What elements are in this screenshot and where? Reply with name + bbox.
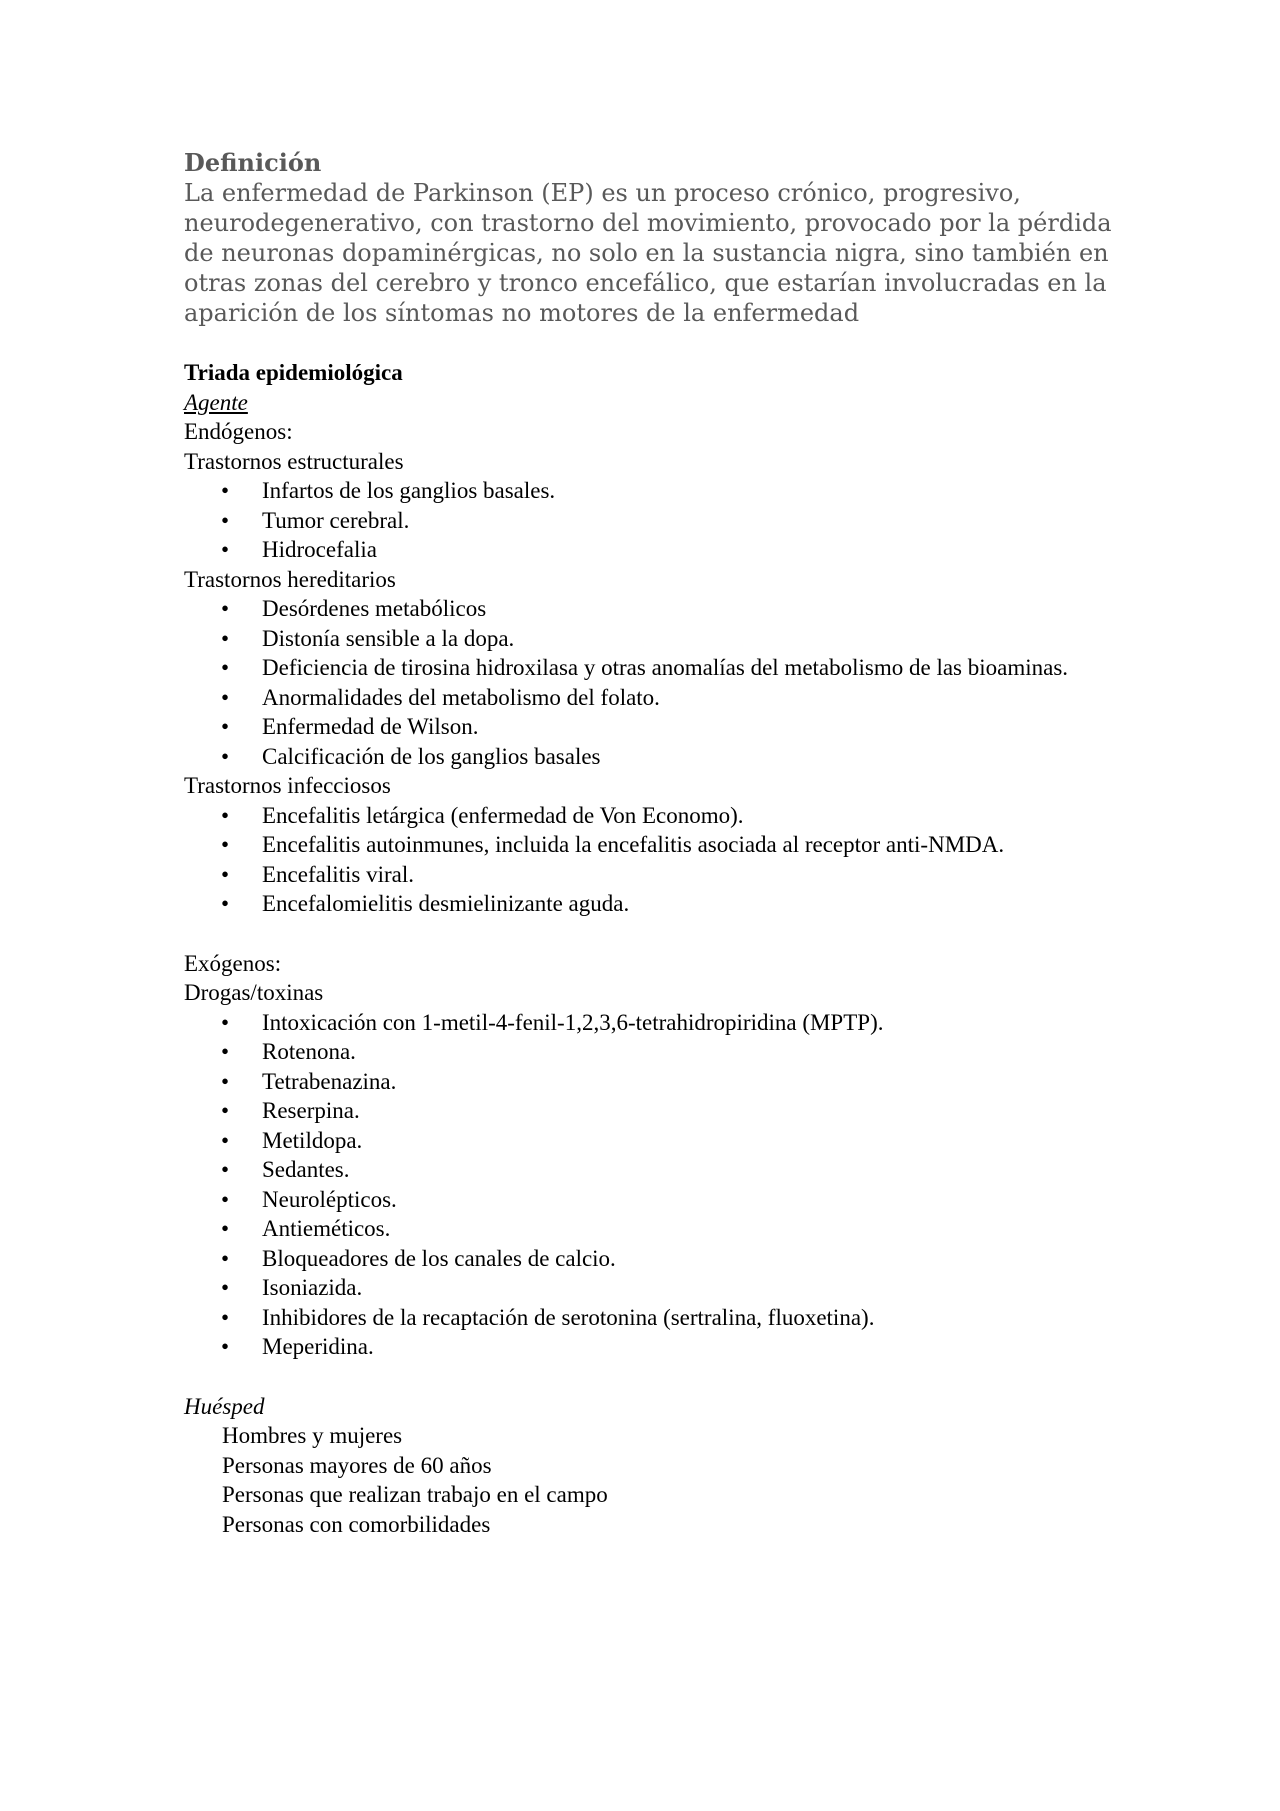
list-item: • Anormalidades del metabolismo del folato.: [184, 683, 1124, 713]
group-label-infecciosos: Trastornos infecciosos: [184, 773, 391, 798]
huesped-item: Personas con comorbilidades: [222, 1511, 491, 1537]
triada-heading: Triada epidemiológica: [184, 360, 403, 385]
list-item: • Bloqueadores de los canales de calcio.: [184, 1244, 1124, 1274]
group-label-hereditarios: Trastornos hereditarios: [184, 566, 396, 592]
list-item: • Desórdenes metabólicos: [184, 594, 1124, 624]
spacer: [184, 919, 1124, 949]
list-item: • Encefalitis letárgica (enfermedad de Von Economo).: [184, 801, 1124, 831]
huesped-item: Hombres y mujeres: [222, 1423, 403, 1448]
spacer: [184, 1362, 1124, 1392]
list-item: • Antieméticos.: [184, 1214, 1124, 1244]
list-item: • Tetrabenazina.: [184, 1067, 1124, 1097]
list-estructurales: [184, 476, 1124, 565]
triada-section: [184, 358, 1124, 1539]
agente-subheading: Agente: [184, 389, 248, 415]
list-item: • Intoxicación con 1-metil-4-fenil-1,2,3,6-tetrahidropiridina (MPTP).: [184, 1008, 1124, 1038]
list-item: • Encefalomielitis desmielinizante aguda.: [184, 889, 1124, 919]
list-item: • Tumor cerebral.: [184, 506, 1124, 536]
list-item: • Encefalitis autoinmunes, incluida la encefalitis asociada al receptor anti-NMDA.: [184, 830, 1124, 860]
endogenos-label: Endógenos:: [184, 419, 293, 444]
list-item: • Meperidina.: [184, 1332, 1124, 1362]
exogenos-label: Exógenos:: [184, 950, 282, 976]
list-item: • Rotenona.: [184, 1037, 1124, 1067]
list-item: • Neurolépticos.: [184, 1185, 1124, 1215]
document-page: [184, 148, 1124, 1539]
definition-paragraph: La enfermedad de Parkinson (EP) es un proceso crónico, progresivo, neurodegenerativo, con trastorno del movimiento, provocado por la pérdida de neuronas dopaminérgicas, no solo en la sustancia nigra, sino también en otras zonas del cerebro y tronco encefálico, que estarían involucradas en la aparición de los síntomas no motores de la enfermedad: [184, 179, 1112, 327]
list-item: • Sedantes.: [184, 1155, 1124, 1185]
list-item: • Metildopa.: [184, 1126, 1124, 1156]
group-label-drogas: Drogas/toxinas: [184, 980, 324, 1005]
spacer: [184, 328, 1124, 358]
list-infecciosos: [184, 801, 1124, 919]
list-item: • Inhibidores de la recaptación de serotonina (sertralina, fluoxetina).: [184, 1303, 1124, 1333]
huesped-item: Personas mayores de 60 años: [222, 1452, 492, 1478]
list-item: • Hidrocefalia: [184, 535, 1124, 565]
list-item: • Infartos de los ganglios basales.: [184, 476, 1124, 506]
list-drogas: [184, 1008, 1124, 1362]
list-item: • Reserpina.: [184, 1096, 1124, 1126]
list-item: • Isoniazida.: [184, 1273, 1124, 1303]
list-hereditarios: [184, 594, 1124, 771]
huesped-subheading: Huésped: [184, 1393, 265, 1419]
list-item: • Calcificación de los ganglios basales: [184, 742, 1124, 772]
group-label-estructurales: Trastornos estructurales: [184, 448, 404, 474]
list-item: • Deficiencia de tirosina hidroxilasa y otras anomalías del metabolismo de las bioaminas.: [184, 653, 1124, 683]
definition-heading: Definición: [184, 148, 322, 177]
huesped-item: Personas que realizan trabajo en el campo: [222, 1482, 608, 1507]
list-item: • Enfermedad de Wilson.: [184, 712, 1124, 742]
list-item: • Encefalitis viral.: [184, 860, 1124, 890]
list-item: • Distonía sensible a la dopa.: [184, 624, 1124, 654]
